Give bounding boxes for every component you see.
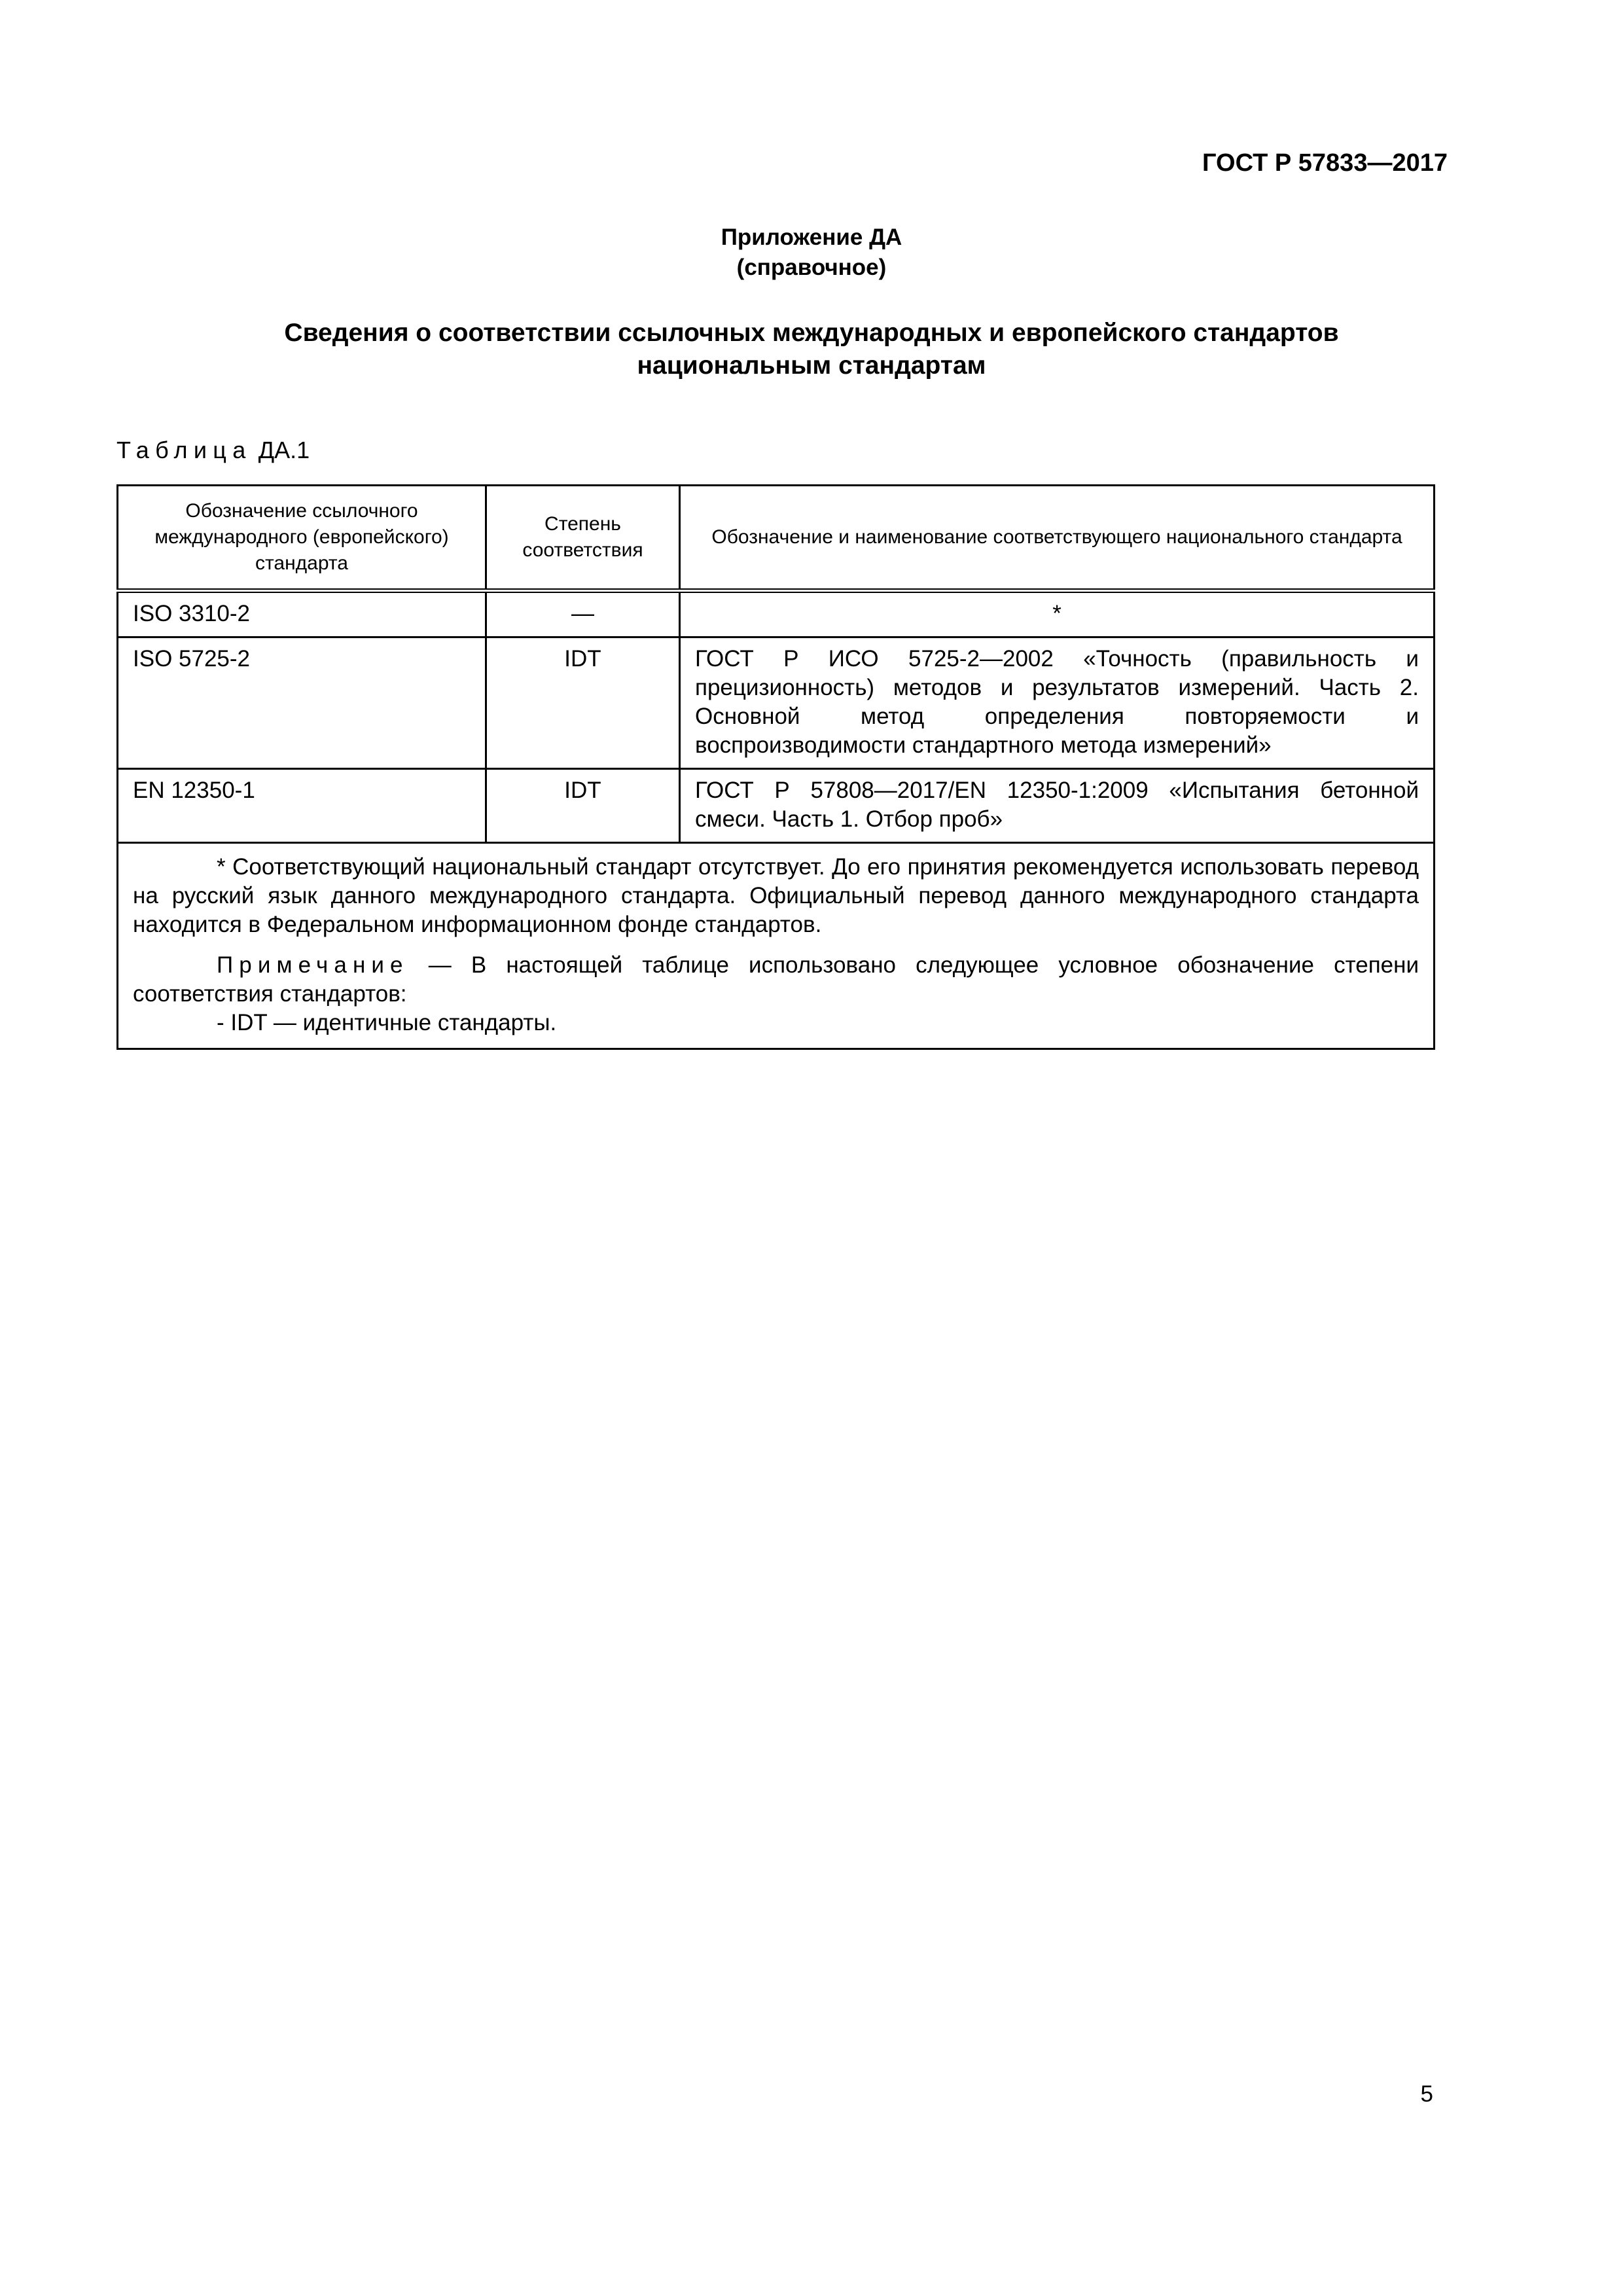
header-national-standard: Обозначение и наименование соответствующего национального стандарта bbox=[680, 486, 1435, 591]
table-footer-row bbox=[118, 843, 1435, 1049]
header-degree-of-correspondence: Степень соответствия bbox=[486, 486, 680, 591]
table-footer bbox=[118, 843, 1435, 1049]
section-title-line-2: национальным стандартам bbox=[637, 351, 986, 380]
table-header-row bbox=[118, 486, 1435, 591]
table-label bbox=[116, 436, 310, 465]
note-label: Примечание bbox=[217, 952, 409, 978]
cell-reference: ISO 5725-2 bbox=[118, 637, 486, 769]
cell-reference: EN 12350-1 bbox=[118, 769, 486, 843]
table-label-word: Таблица bbox=[116, 437, 252, 463]
table-label-number: ДА.1 bbox=[258, 437, 310, 463]
note bbox=[133, 951, 1419, 1009]
document-code: ГОСТ Р 57833—2017 bbox=[1202, 149, 1448, 177]
cell-degree: — bbox=[486, 591, 680, 637]
appendix-heading bbox=[0, 223, 1623, 283]
table-row bbox=[118, 591, 1435, 637]
appendix-title: Приложение ДА bbox=[721, 224, 902, 250]
table-row bbox=[118, 637, 1435, 769]
cell-degree: IDT bbox=[486, 769, 680, 843]
cell-national: * bbox=[680, 591, 1435, 637]
cell-national: ГОСТ Р 57808—2017/EN 12350-1:2009 «Испытания бетонной смеси. Часть 1. Отбор проб» bbox=[680, 769, 1435, 843]
table-row bbox=[118, 769, 1435, 843]
cell-reference: ISO 3310-2 bbox=[118, 591, 486, 637]
note-list-item: - IDT — идентичные стандарты. bbox=[217, 1010, 557, 1035]
correspondence-table bbox=[116, 484, 1435, 1050]
page-number: 5 bbox=[1420, 2081, 1433, 2107]
cell-degree: IDT bbox=[486, 637, 680, 769]
section-title-line-1: Сведения о соответствии ссылочных международных и европейского стандартов bbox=[284, 319, 1339, 347]
footnote: * Соответствующий национальный стандарт отсутствует. До его принятия рекомендуется использовать перевод на русский язык данного международного стандарта. Официальный перевод данного международного стандарта находится в Федеральном информационном фонде стандартов. bbox=[133, 854, 1419, 937]
note-text: — В настоящей таблице использовано следующее условное обозначение степени соответствия стандартов: bbox=[133, 952, 1419, 1007]
section-title bbox=[0, 317, 1623, 382]
header-reference-standard: Обозначение ссылочного международного (европейского) стандарта bbox=[118, 486, 486, 591]
appendix-type: (справочное) bbox=[736, 255, 887, 280]
cell-national: ГОСТ Р ИСО 5725-2—2002 «Точность (правильность и прецизионность) методов и результатов измерений. Часть 2. Основной метод определения повторяемости и воспроизводимости стандартного метода измерений» bbox=[680, 637, 1435, 769]
